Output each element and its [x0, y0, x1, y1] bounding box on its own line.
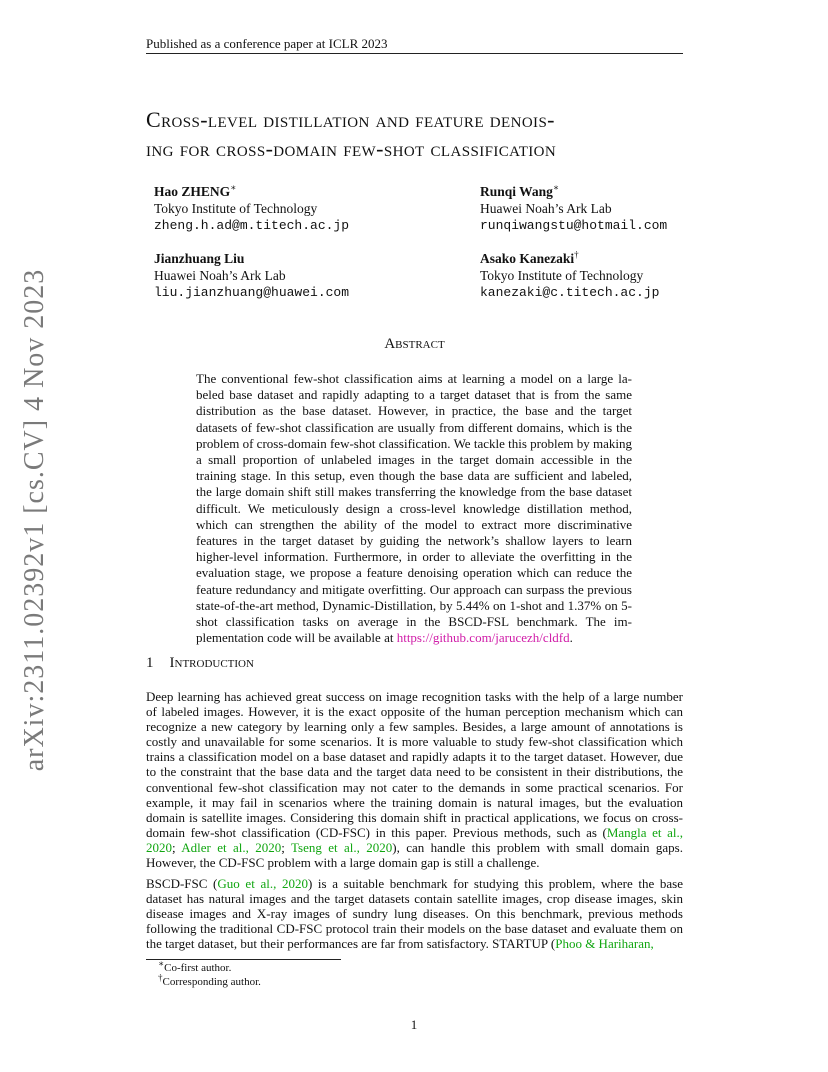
section-heading-introduction	[146, 655, 254, 672]
author-email[interactable]: liu.jianzhuang@huawei.com	[154, 285, 350, 300]
author-email[interactable]: runqiwangstu@hotmail.com	[480, 218, 668, 233]
paragraph-text: Deep learning has achieved great success on image recognition tasks with the help of a large number of labeled images. However, it is the exact opposite of the human perception mechanism which can recognize a new category by learning only a few samples. Besides, a large amount of annotations is costly and unavailable for some scenarios. It is more valuable to study few-shot classification which trains a classification model on a base dataset and rapidly adapts it to the target dataset. However, due to the constraint that the base data and the target data need to be consistent in their distributions, the conventional few-shot classification may not cater to the demands in some practical scenarios. For example, it may fail in scenarios where the training domain is natural images, but the evaluation domain is satellite images. Considering this domain shift in practical applications, we focus on cross-domain few-shot classification (CD-FSC) in this paper. Previous methods, such as (	[146, 689, 683, 840]
section-title: Introduction	[169, 655, 254, 671]
author-affiliation: Tokyo Institute of Technology	[154, 201, 318, 216]
author-affiliation: Huawei Noah’s Ark Lab	[480, 201, 612, 216]
title-line-1: Cross-level distillation and feature denois-	[146, 107, 555, 132]
author-name: Runqi Wang	[480, 184, 553, 199]
footnote-text: Co-first author.	[164, 962, 232, 974]
page-number: 1	[410, 1017, 418, 1032]
footnote-2	[158, 972, 261, 988]
arxiv-stamp: arXiv:2311.02392v1 [cs.CV] 4 Nov 2023	[19, 268, 50, 772]
author-block-4	[480, 250, 659, 301]
author-name: Jianzhuang Liu	[154, 251, 245, 266]
citation-link[interactable]: Mangla et al., 2020	[146, 824, 683, 855]
author-block-2	[480, 183, 667, 234]
footnote-mark: ∗	[158, 958, 165, 969]
author-block-3	[154, 250, 349, 301]
paragraph-text: ) is a suitable benchmark for studying this problem, where the base dataset has natural images and the target datasets contain satellite images, crop disease images, skin disease images and X-ray images of sundry lung diseases. On this benchmark, previous methods following the traditional CD-FSC protocol train their models on the base dataset and evaluate them on the target dataset, but their performances are far from satisfactory. STARTUP (	[146, 876, 683, 952]
footnote-1	[158, 958, 232, 974]
author-block-1	[154, 183, 349, 234]
footnote-rule	[146, 959, 341, 960]
footnote-mark: †	[158, 972, 163, 983]
section-number: 1	[146, 655, 154, 671]
author-name: Hao ZHENG	[154, 184, 231, 199]
paragraph-text: BSCD-FSC (	[146, 876, 218, 891]
citation-separator: ;	[281, 839, 292, 855]
author-name: Asako Kanezaki	[480, 251, 575, 266]
code-url-link[interactable]: https://github.com/jarucezh/cldfd	[396, 630, 570, 646]
abstract-end: .	[569, 630, 573, 646]
paper-title	[146, 105, 691, 163]
citation-link[interactable]: Phoo & Hariharan,	[555, 936, 654, 952]
author-mark: †	[574, 249, 579, 260]
citation-link[interactable]: Tseng et al., 2020	[291, 839, 393, 855]
author-email[interactable]: zheng.h.ad@m.titech.ac.jp	[154, 218, 350, 233]
citation-link[interactable]: Adler et al., 2020	[181, 839, 282, 855]
abstract-text: The conventional few-shot classification aims at learning a model on a large labeled base dataset and rapidly adapting to a target dataset that is from the same distribution as the base dataset. However, in practice, the base and the target datasets of few-shot classification are usually from different domains, which is the problem of cross-domain few-shot classification. We tackle this problem by making a small proportion of unlabeled images in the target domain accessible in the training stage. In this setup, even though the base data are sufficient and labeled, the large domain shift still makes transferring the knowledge from the base dataset difficult. We meticulously design a cross-level knowledge distillation method, which can strengthen the ability of the model to extract more discriminative features in the target dataset by guiding the network’s shallow layers to learn higher-level information. Furthermore, in order to alleviate the overfitting in the evaluation stage, we propose a feature denoising operation which can reduce the feature redundancy and mitigate overfitting. Our approach can surpass the previous state-of-the-art method, Dynamic-Distillation, by 5.44% on 1-shot and 1.37% on 5-shot classification tasks on average in the BSCD-FSL benchmark. The implementation code will be available at	[196, 371, 632, 646]
header-rule	[146, 53, 683, 54]
running-head: Published as a conference paper at ICLR 2023	[146, 36, 388, 51]
citation-link[interactable]: Guo et al., 2020	[217, 876, 308, 891]
author-mark: ∗	[230, 182, 237, 193]
author-mark: ∗	[552, 182, 560, 193]
author-affiliation: Tokyo Institute of Technology	[480, 268, 644, 283]
author-affiliation: Huawei Noah’s Ark Lab	[154, 268, 286, 283]
author-email[interactable]: kanezaki@c.titech.ac.jp	[480, 285, 660, 300]
footnote-text: Corresponding author.	[162, 976, 261, 988]
intro-paragraph-2	[146, 876, 683, 951]
citation-separator: ;	[172, 839, 182, 855]
title-line-2: ing for cross-domain few-shot classification	[146, 136, 557, 161]
abstract-body	[196, 371, 632, 646]
intro-paragraph-1	[146, 689, 683, 870]
paragraph-text: ), can handle this problem with small domain gaps. However, the CD-FSC problem with a large domain gap is still a challenge.	[146, 839, 683, 871]
abstract-heading: Abstract	[384, 336, 445, 352]
